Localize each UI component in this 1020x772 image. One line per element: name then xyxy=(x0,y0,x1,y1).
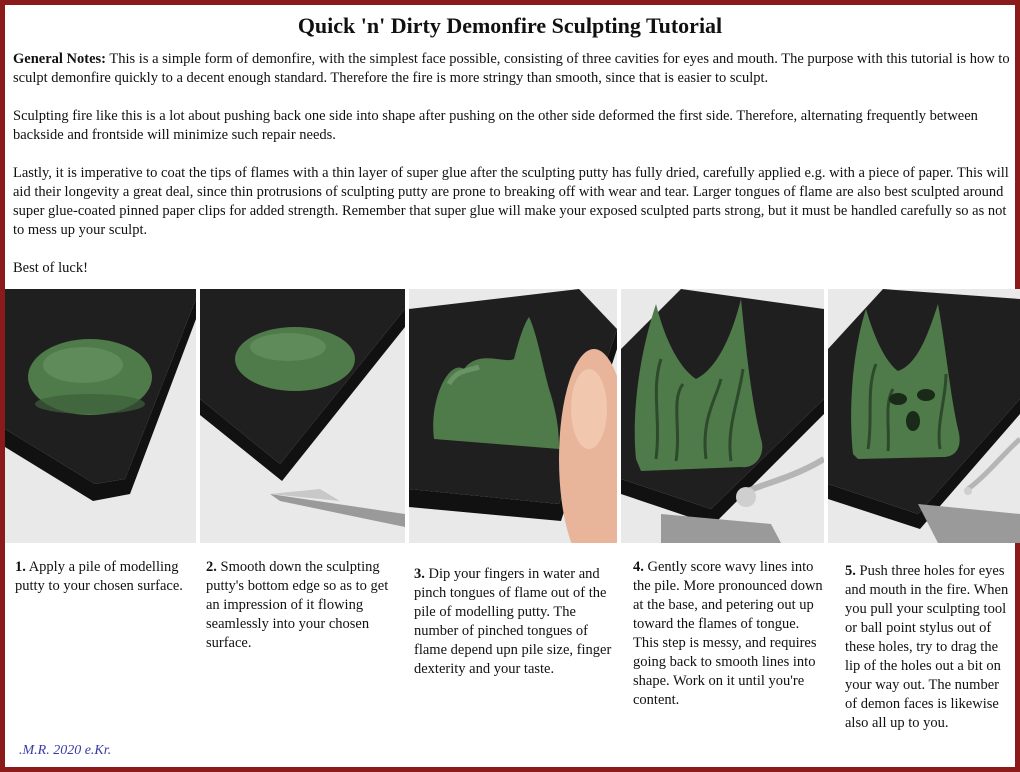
step-3-photo xyxy=(409,289,617,543)
notes-paragraph-2: Sculpting fire like this is a lot about pushing back one side into shape after pushing on the other side deformed the first side. Therefore, alternating frequently between backside and frontside will minimize such repair needs. xyxy=(13,108,978,143)
step-2-text: Smooth down the sculpting putty's bottom edge so as to get an impression of it flowing seamlessly into your chosen surface. xyxy=(206,559,389,651)
step-3-caption xyxy=(414,565,614,679)
step-2-number: 2. xyxy=(206,559,217,575)
step-3-text: Dip your fingers in water and pinch tongues of flame out of the pile of modelling putty. The number of pinched tongues of flame depend upn pile size, finger dexterity and your taste. xyxy=(414,566,612,677)
notes-intro-paragraph xyxy=(13,50,1011,88)
step-1-photo xyxy=(5,289,196,543)
step-5-caption xyxy=(845,562,1011,733)
step-2-caption xyxy=(206,558,396,653)
step-1-number: 1. xyxy=(15,559,26,575)
page-title: Quick 'n' Dirty Demonfire Sculpting Tutorial xyxy=(297,13,723,38)
notes-heading: General Notes: xyxy=(13,51,107,67)
step-1-caption xyxy=(15,558,195,596)
notes-paragraph-4: Best of luck! xyxy=(13,260,88,276)
notes-paragraph-3: Lastly, it is imperative to coat the tips of flames with a thin layer of super glue after the sculpting putty has fully dried, carefully applied e.g. with a piece of paper. This will aid their longevity a great deal, since thin protrusions of sculpting putty are prone to breaking off with wear and tear. Larger tongues of flame are also best sculpted around super glue-coated pinned paper clips for added strength. Remember that super glue will make your exposed sculpted parts strong, but it must be handled carefully so as not to mess up your sculpt. xyxy=(13,165,1009,238)
general-notes xyxy=(13,50,1011,297)
step-1-text: Apply a pile of modelling putty to your chosen surface. xyxy=(15,559,183,594)
step-4-photo xyxy=(621,289,824,543)
step-4-number: 4. xyxy=(633,559,644,575)
step-5-photo xyxy=(828,289,1020,543)
signature: .M.R. 2020 e.Kr. xyxy=(19,743,112,758)
step-5-number: 5. xyxy=(845,563,856,579)
step-2-photo xyxy=(200,289,405,543)
notes-intro: This is a simple form of demonfire, with the simplest face possible, consisting of three cavities for eyes and mouth. The purpose with this tutorial is how to sculpt demonfire quickly to a decent enough standard. Therefore the fire is more stringy than smooth, since that is easier to sculpt. xyxy=(13,51,1010,86)
step-4-text: Gently score wavy lines into the pile. More pronounced down at the base, and petering out up toward the flames of tongue. This step is messy, and requires going back to smooth lines into shape. Work on it until you're content. xyxy=(633,559,823,708)
step-5-text: Push three holes for eyes and mouth in the fire. When you pull your sculpting tool or ball point stylus out of these holes, try to drag the lip of the holes out a bit on your way out. The number of demon faces is likewise also all up to you. xyxy=(845,563,1009,731)
step-3-number: 3. xyxy=(414,566,425,582)
step-4-caption xyxy=(633,558,823,710)
